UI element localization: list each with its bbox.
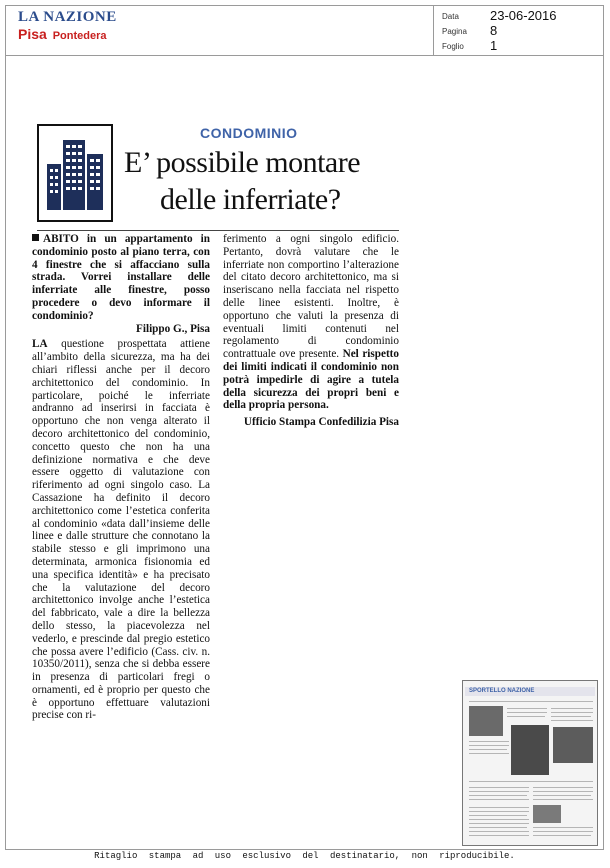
masthead-logo: LA NAZIONE (18, 9, 117, 25)
meta-label: Foglio (442, 42, 464, 51)
thumbnail-photo (553, 727, 593, 763)
article-title-line2: delle inferriate? (160, 183, 341, 216)
answer-author: Ufficio Stampa Confedilizia Pisa (243, 416, 399, 429)
page-thumbnail (462, 680, 598, 846)
meta-label: Pagina (442, 27, 467, 36)
footer-notice: Ritaglio stampa ad uso esclusivo del destinatario, non riproducibile. (94, 851, 515, 861)
title-rule (37, 230, 399, 231)
answer-part-2 (223, 233, 399, 412)
clipping-meta (433, 5, 605, 55)
square-bullet-icon (32, 234, 39, 241)
article-kicker: CONDOMINIO (200, 125, 298, 141)
thumbnail-photo (469, 706, 503, 736)
question-text: ABITO in un appartamento in condominio posto al piano terra, con 4 finestre che si affacciano sulla strada. Vorrei installare delle inferriate alle finestre, posso procedere o devo informare il condominio? (32, 233, 210, 322)
buildings-icon (45, 134, 105, 212)
edition-sub: Pontedera (52, 30, 107, 42)
meta-value: 1 (490, 38, 498, 53)
article-column-2 (223, 233, 399, 429)
edition-city: Pisa (18, 26, 47, 42)
meta-value: 23-06-2016 (490, 8, 557, 23)
article-title-line1: E’ possibile montare (124, 146, 361, 179)
question-author: Filippo G., Pisa (136, 322, 210, 335)
meta-label: Data (442, 12, 459, 21)
answer-part-1 (32, 338, 210, 722)
meta-value: 8 (490, 23, 498, 38)
answer-text-bold: Nel rispetto dei limiti indicati il condominio non potrà impedirle di agire a tutela della sicurezza dei propri beni e della propria persona. (223, 348, 399, 412)
answer-text-2: ferimento a ogni singolo edificio. Pertanto, dovrà valutare che le inferriate non comportino l’alterazione del citato decoro architettonico, ma si inseriscano nella facciata nel rispetto delle linee esistenti. Inoltre, è opportuno che valuti la presenza di eventuali limiti contenuti nel regolamento di condominio contrattuale ove presente. (223, 233, 399, 361)
answer-lead: LA (32, 338, 48, 351)
thumbnail-photo (511, 725, 549, 775)
thumbnail-photo (533, 805, 561, 823)
edition-label (18, 26, 107, 42)
thumbnail-section-label: SPORTELLO NAZIONE (469, 688, 535, 694)
buildings-icon-box (37, 124, 113, 222)
reader-question (32, 233, 210, 323)
header-separator (5, 55, 604, 56)
article-column-1 (32, 233, 210, 722)
answer-text-1: questione prospettata attiene all’ambito della sicurezza, ma ha dei chiari riflessi anche per il decoro architettonico del condominio. In particolare, poiché le inferriate andranno ad inserirsi in facciata è opportuno che non venga alterato il decoro architettonico del condominio, concetto questo che non ha una definizione normativa e che deve essere oggetto di valutazione con riferimento ad ogni singolo caso. La Cassazione ha definito il decoro architettonico come l’estetica conferita al condominio «data dall’insieme delle linee e dalle strutture che connotano la stabile stesso e gli imprimono una determinata, armonica fisionomia ed una specifica identità» e ha precisato che la valutazione del decoro architettonico involge anche l’estetica del fabbricato, vale a dire la bellezza dello stesso, la piacevolezza nel vederlo, e prescinde dal pregio estetico che possa avere l’edificio (Cass. civ. n. 10350/2011), senza che si debba essere in presenza di particolari fregi o ornamenti, ed è proprio per questo che è opportuno effettuare valutazioni precise con ri- (32, 338, 210, 722)
